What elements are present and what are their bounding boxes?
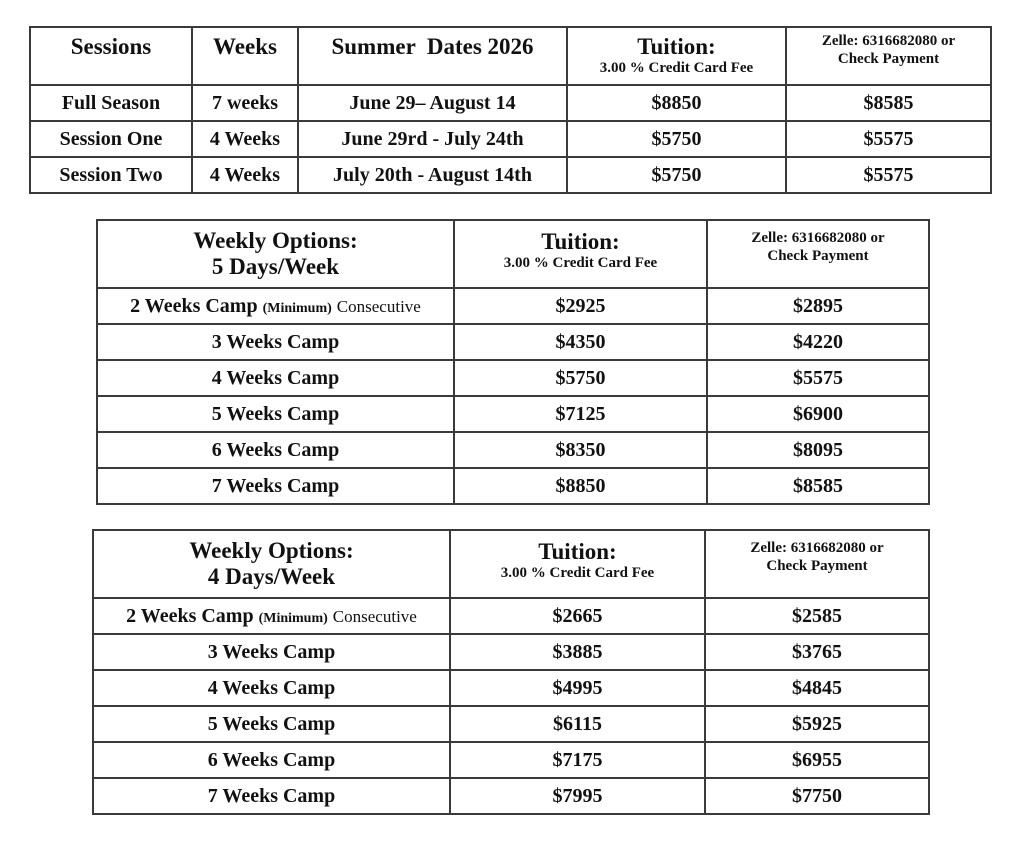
sessions-header: Sessions <box>30 27 192 85</box>
camp-tuition: $3885 <box>450 634 705 670</box>
table-row <box>97 396 929 432</box>
tuition-header-title: Tuition: <box>541 229 620 254</box>
camp-zelle-price: $8585 <box>707 468 929 504</box>
tuition-header-sub: 3.00 % Credit Card Fee <box>599 60 754 76</box>
zelle-header <box>786 27 991 85</box>
camp-tuition: $7995 <box>450 778 705 814</box>
sessions-table <box>29 26 992 194</box>
session-zelle-price: $5575 <box>786 121 991 157</box>
camp-tuition: $7175 <box>450 742 705 778</box>
zelle-header-line2: Check Payment <box>767 248 869 264</box>
camp-tuition: $2665 <box>450 598 705 634</box>
table-row <box>30 157 991 193</box>
zelle-header-line1: Zelle: 6316682080 or <box>821 33 956 49</box>
camp-zelle-price: $2895 <box>707 288 929 324</box>
zelle-header-line2: Check Payment <box>766 558 868 574</box>
tuition-header <box>450 530 705 598</box>
sessions-header-row <box>30 27 991 85</box>
tuition-header-title: Tuition: <box>538 539 617 564</box>
camp-tuition: $4350 <box>454 324 707 360</box>
tuition-header-sub: 3.00 % Credit Card Fee <box>503 255 658 271</box>
camp-option-consecutive: Consecutive <box>332 606 417 626</box>
camp-option-label: 3 Weeks Camp <box>93 634 450 670</box>
dates-header: Summer Dates 2026 <box>298 27 567 85</box>
weekly-header-row <box>97 220 929 288</box>
session-name: Session Two <box>30 157 192 193</box>
weekly-options-days: 4 Days/Week <box>207 564 336 589</box>
session-dates: July 20th - August 14th <box>298 157 567 193</box>
table-row <box>30 85 991 121</box>
camp-option-label <box>93 598 450 634</box>
camp-zelle-price: $7750 <box>705 778 929 814</box>
camp-option-consecutive: Consecutive <box>336 296 421 316</box>
camp-option-minimum: (Minimum) <box>262 300 332 316</box>
tuition-header <box>454 220 707 288</box>
camp-option-main: 2 Weeks Camp <box>130 294 258 317</box>
camp-zelle-price: $6900 <box>707 396 929 432</box>
table-row <box>97 360 929 396</box>
weekly-options-header <box>97 220 454 288</box>
camp-zelle-price: $4845 <box>705 670 929 706</box>
camp-option-label: 7 Weeks Camp <box>93 778 450 814</box>
weekly-options-days: 5 Days/Week <box>211 254 340 279</box>
camp-zelle-price: $4220 <box>707 324 929 360</box>
camp-option-label: 7 Weeks Camp <box>97 468 454 504</box>
session-weeks: 7 weeks <box>192 85 298 121</box>
camp-option-label: 5 Weeks Camp <box>97 396 454 432</box>
camp-zelle-price: $5575 <box>707 360 929 396</box>
weekly-options-title: Weekly Options: <box>193 228 358 253</box>
session-dates: June 29rd - July 24th <box>298 121 567 157</box>
camp-option-label: 6 Weeks Camp <box>97 432 454 468</box>
tuition-header-sub: 3.00 % Credit Card Fee <box>500 565 655 581</box>
camp-option-label: 3 Weeks Camp <box>97 324 454 360</box>
table-row <box>97 324 929 360</box>
session-tuition: $8850 <box>567 85 786 121</box>
zelle-header-line1: Zelle: 6316682080 or <box>750 540 884 556</box>
weekly-4-days-table <box>92 529 930 815</box>
camp-option-label: 4 Weeks Camp <box>93 670 450 706</box>
camp-zelle-price: $3765 <box>705 634 929 670</box>
weekly-5-days-table <box>96 219 930 505</box>
session-weeks: 4 Weeks <box>192 121 298 157</box>
table-row <box>93 634 929 670</box>
table-row <box>97 288 929 324</box>
session-zelle-price: $5575 <box>786 157 991 193</box>
table-row <box>97 432 929 468</box>
camp-tuition: $5750 <box>454 360 707 396</box>
tuition-header-title: Tuition: <box>637 34 716 59</box>
camp-option-main: 2 Weeks Camp <box>126 604 254 627</box>
zelle-header-line2: Check Payment <box>837 51 940 67</box>
camp-option-label: 5 Weeks Camp <box>93 706 450 742</box>
table-row <box>97 468 929 504</box>
camp-option-minimum: (Minimum) <box>258 610 328 626</box>
camp-tuition: $8350 <box>454 432 707 468</box>
session-name: Session One <box>30 121 192 157</box>
session-tuition: $5750 <box>567 157 786 193</box>
camp-tuition: $6115 <box>450 706 705 742</box>
table-row <box>93 778 929 814</box>
camp-option-label <box>97 288 454 324</box>
table-row <box>93 706 929 742</box>
camp-zelle-price: $8095 <box>707 432 929 468</box>
zelle-header-line1: Zelle: 6316682080 or <box>751 230 885 246</box>
session-dates: June 29– August 14 <box>298 85 567 121</box>
weeks-header: Weeks <box>192 27 298 85</box>
camp-tuition: $2925 <box>454 288 707 324</box>
session-weeks: 4 Weeks <box>192 157 298 193</box>
zelle-header <box>705 530 929 598</box>
camp-zelle-price: $6955 <box>705 742 929 778</box>
table-row <box>93 742 929 778</box>
camp-tuition: $4995 <box>450 670 705 706</box>
weekly-options-header <box>93 530 450 598</box>
camp-option-label: 4 Weeks Camp <box>97 360 454 396</box>
table-row <box>30 121 991 157</box>
camp-zelle-price: $2585 <box>705 598 929 634</box>
camp-tuition: $8850 <box>454 468 707 504</box>
session-name: Full Season <box>30 85 192 121</box>
camp-zelle-price: $5925 <box>705 706 929 742</box>
zelle-header <box>707 220 929 288</box>
session-tuition: $5750 <box>567 121 786 157</box>
tuition-header <box>567 27 786 85</box>
table-row <box>93 670 929 706</box>
session-zelle-price: $8585 <box>786 85 991 121</box>
weekly-header-row <box>93 530 929 598</box>
camp-option-label: 6 Weeks Camp <box>93 742 450 778</box>
table-row <box>93 598 929 634</box>
camp-tuition: $7125 <box>454 396 707 432</box>
weekly-options-title: Weekly Options: <box>189 538 354 563</box>
